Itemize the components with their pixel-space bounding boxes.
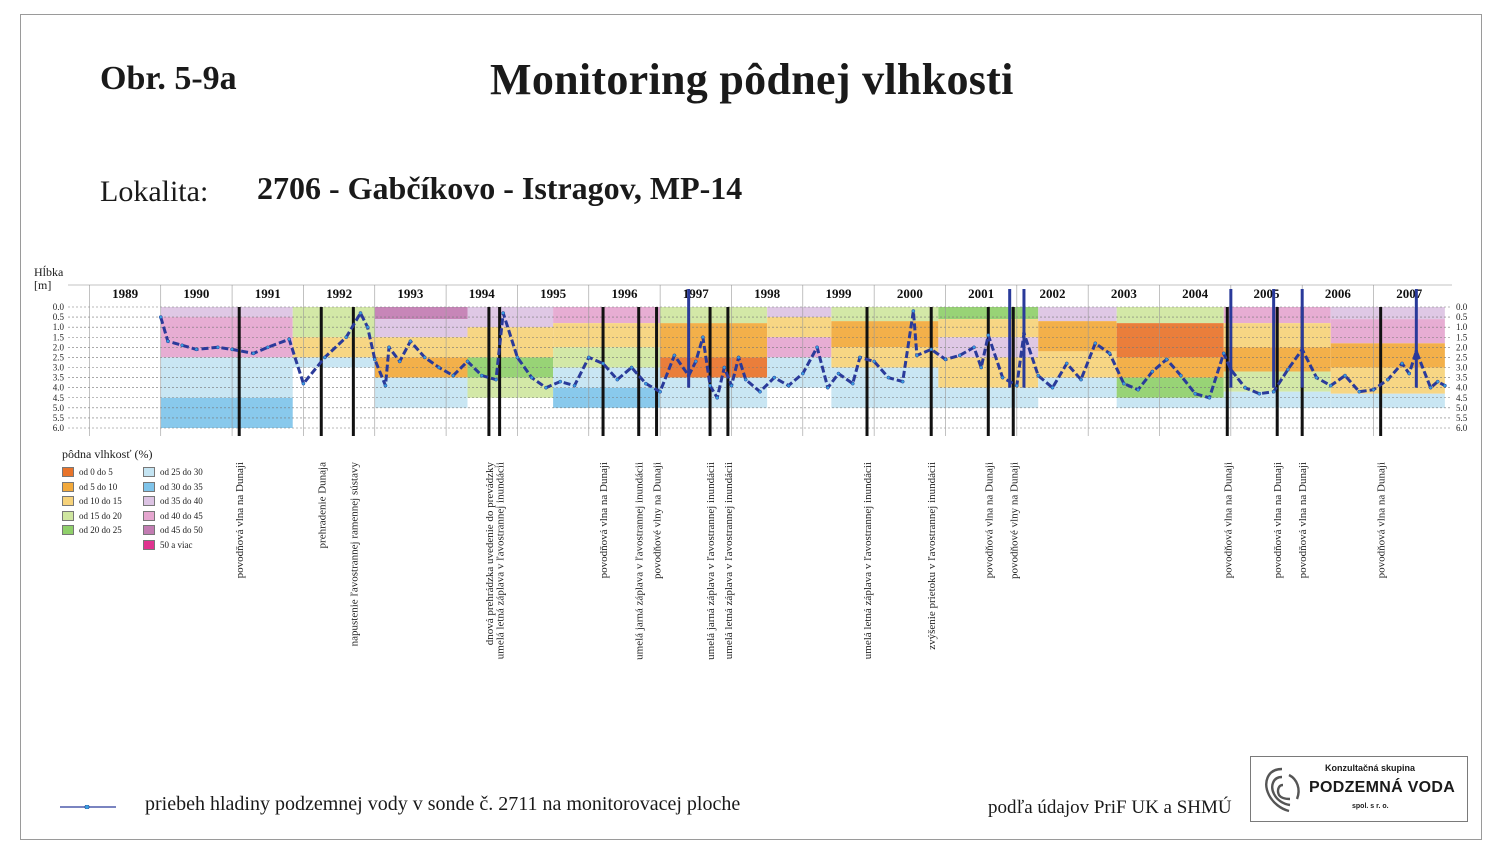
depth-tick-label-right: 1.0: [1456, 322, 1468, 333]
moisture-band: [1331, 343, 1445, 367]
groundwater-point: [887, 376, 890, 379]
legend-label: od 40 do 45: [160, 510, 203, 521]
year-label: 1997: [682, 286, 709, 301]
depth-tick-label-right: 1.5: [1456, 332, 1468, 343]
depth-tick-label-right: 0.5: [1456, 312, 1468, 323]
groundwater-point: [912, 309, 915, 312]
legend-swatch: [143, 511, 155, 521]
groundwater-point: [288, 338, 291, 341]
year-label: 1990: [183, 286, 210, 301]
legend-item: [62, 525, 122, 535]
depth-tick-label-right: 2.5: [1456, 352, 1468, 363]
groundwater-point: [166, 340, 169, 343]
groundwater-point: [544, 386, 547, 389]
groundwater-point: [480, 374, 483, 377]
groundwater-point: [958, 354, 961, 357]
groundwater-point: [1315, 376, 1318, 379]
groundwater-point: [373, 358, 376, 361]
groundwater-point: [1094, 342, 1097, 345]
depth-tick-label-left: 0.0: [52, 302, 64, 312]
year-label: 1993: [397, 286, 424, 301]
groundwater-point: [972, 346, 975, 349]
groundwater-point: [1386, 378, 1389, 381]
groundwater-point: [801, 372, 804, 375]
groundwater-point: [452, 374, 455, 377]
moisture-band: [161, 307, 293, 317]
moisture-band: [1331, 394, 1445, 408]
depth-tick-label-left: 5.0: [52, 402, 64, 413]
event-label: dnová prehrádzka uvedenie do prevádzky: [483, 462, 496, 646]
groundwater-point: [1400, 362, 1403, 365]
legend-swatch: [62, 525, 74, 535]
groundwater-point: [644, 382, 647, 385]
groundwater-point: [1015, 384, 1018, 387]
legend-label: od 45 do 50: [160, 525, 203, 535]
event-label: povodňová vlna na Dunaji: [1375, 462, 1388, 579]
groundwater-point: [659, 390, 662, 393]
year-label: 1994: [468, 286, 495, 301]
groundwater-point: [437, 366, 440, 369]
depth-tick-label-left: 3.0: [52, 362, 64, 373]
groundwater-point: [1122, 382, 1125, 385]
groundwater-point: [323, 356, 326, 359]
groundwater-point: [530, 376, 533, 379]
event-label: napustenie ľavostrannej ramennej sústavy: [348, 462, 361, 647]
groundwater-point: [1272, 390, 1275, 393]
company-logo: [1250, 756, 1468, 822]
groundwater-point: [1329, 384, 1332, 387]
groundwater-point: [1051, 386, 1054, 389]
groundwater-point: [723, 366, 726, 369]
event-label: povodňová vlna na Dunaji: [234, 462, 247, 579]
logo-subtitle: Konzultačná skupina: [1325, 763, 1416, 773]
groundwater-point: [1244, 386, 1247, 389]
depth-tick-label-left: 3.5: [52, 372, 64, 383]
event-label: povodňová vlna na Dunaji: [983, 462, 996, 579]
groundwater-point: [359, 311, 362, 314]
event-label: umelá jarná záplava v ľavostrannej inundácii: [633, 462, 646, 660]
year-label: 2000: [896, 286, 923, 301]
groundwater-point: [252, 352, 255, 355]
groundwater-point: [1372, 388, 1375, 391]
legend-item: [62, 496, 122, 506]
depth-tick-label-right: 3.0: [1456, 362, 1468, 373]
groundwater-point: [1429, 386, 1432, 389]
groundwater-point: [1286, 368, 1289, 371]
moisture-band: [161, 398, 293, 428]
logo-company-name: PODZEMNÁ VODA: [1309, 779, 1456, 796]
groundwater-point: [944, 358, 947, 361]
groundwater-point: [758, 390, 761, 393]
groundwater-point: [398, 360, 401, 363]
moisture-band: [553, 323, 660, 347]
groundwater-point: [1258, 392, 1261, 395]
groundwater-point: [673, 354, 676, 357]
groundwater-point: [630, 366, 633, 369]
groundwater-point: [1108, 352, 1111, 355]
year-label: 2003: [1110, 286, 1137, 301]
groundwater-point: [366, 326, 369, 329]
moisture-band: [767, 307, 831, 317]
legend-item: [143, 511, 203, 521]
groundwater-point: [1079, 378, 1082, 381]
groundwater-point: [930, 348, 933, 351]
depth-tick-label-right: 4.5: [1456, 392, 1468, 403]
groundwater-point: [216, 346, 219, 349]
moisture-band: [660, 307, 767, 323]
groundwater-point: [195, 348, 198, 351]
event-label: povodňová vlna na Dunaji: [598, 462, 611, 579]
year-label: 1992: [326, 286, 353, 301]
depth-tick-label-right: 3.5: [1456, 372, 1468, 383]
event-label: prehradenie Dunaja: [316, 462, 329, 549]
legend-swatch: [62, 482, 74, 492]
year-label: 2004: [1182, 286, 1209, 301]
event-label: povodňové vlny na Dunaji: [1008, 462, 1021, 580]
legend-label: od 20 do 25: [79, 525, 122, 535]
groundwater-point: [573, 384, 576, 387]
groundwater-point: [1194, 392, 1197, 395]
legend-swatch: [143, 496, 155, 506]
moisture-band: [1117, 398, 1224, 408]
depth-tick-label-left: 2.0: [52, 342, 64, 353]
moisture-band: [293, 357, 375, 367]
groundwater-point: [1037, 374, 1040, 377]
groundwater-point: [980, 366, 983, 369]
moisture-band: [375, 319, 468, 337]
groundwater-point: [1137, 388, 1140, 391]
page-title: Monitoring pôdnej vlhkosti: [490, 55, 1014, 104]
groundwater-point: [409, 340, 412, 343]
moisture-band: [375, 378, 468, 408]
event-label: povodňová vlna na Dunaji: [1297, 462, 1310, 579]
groundwater-point: [826, 386, 829, 389]
groundwater-point: [466, 360, 469, 363]
event-label: umelá jarná záplava v ľavostrannej inundácii: [705, 462, 718, 660]
legend-label: od 5 do 10: [79, 481, 118, 492]
depth-tick-label-right: 2.0: [1456, 342, 1468, 353]
data-source-note: podľa údajov PriF UK a SHMÚ: [988, 797, 1232, 818]
groundwater-point: [1179, 374, 1182, 377]
legend-item: [143, 540, 192, 550]
moisture-band: [1038, 321, 1116, 351]
depth-tick-label-left: 6.0: [52, 423, 64, 433]
groundwater-point: [837, 372, 840, 375]
legend-swatch: [62, 496, 74, 506]
location-label: Lokalita:: [100, 175, 209, 208]
depth-tick-label-left: 1.0: [52, 322, 64, 333]
groundwater-point: [601, 362, 604, 365]
groundwater-point: [858, 356, 861, 359]
groundwater-point: [494, 378, 497, 381]
legend-item: [62, 482, 117, 492]
groundwater-point: [815, 346, 818, 349]
depth-tick-label-left: 4.5: [52, 392, 64, 403]
groundwater-point: [587, 356, 590, 359]
event-label: povodňová vlna na Dunaji: [1272, 462, 1285, 579]
year-label: 2007: [1396, 286, 1423, 301]
legend-swatch: [143, 482, 155, 492]
event-label: umelá letná záplava v ľavostrannej inundácii: [494, 462, 507, 660]
groundwater-point: [901, 380, 904, 383]
groundwater-point: [266, 346, 269, 349]
legend-swatch: [143, 467, 155, 477]
moisture-band: [831, 321, 938, 347]
depth-tick-label-left: 5.5: [52, 412, 64, 423]
depth-tick-label-right: 4.0: [1456, 382, 1468, 393]
groundwater-point: [987, 334, 990, 337]
year-label: 2001: [968, 286, 995, 301]
legend-item: [143, 467, 203, 477]
legend-swatch: [62, 511, 74, 521]
depth-tick-label-right: 5.0: [1456, 402, 1468, 413]
legend-label: od 15 do 20: [79, 510, 122, 521]
groundwater-point: [716, 396, 719, 399]
year-label: 1996: [611, 286, 638, 301]
groundwater-point: [384, 384, 387, 387]
groundwater-point: [787, 384, 790, 387]
groundwater-point: [345, 336, 348, 339]
year-label: 1989: [112, 286, 139, 301]
event-label: umelá letná záplava v ľavostrannej inundácii: [862, 462, 875, 660]
groundwater-point: [616, 378, 619, 381]
moisture-band: [293, 307, 375, 337]
groundwater-point: [701, 336, 704, 339]
moisture-band: [1038, 307, 1116, 321]
legend-item: [143, 525, 203, 535]
moisture-band: [1331, 307, 1445, 319]
legend-swatch: [62, 467, 74, 477]
groundwater-point: [559, 380, 562, 383]
groundwater-point: [1408, 372, 1411, 375]
groundwater-point: [730, 384, 733, 387]
groundwater-point: [708, 384, 711, 387]
moisture-band: [1117, 307, 1224, 323]
legend-label: od 30 do 35: [160, 481, 203, 492]
legend-label: od 10 do 15: [79, 496, 122, 506]
legend-item: [62, 511, 122, 521]
figure-number: Obr. 5-9a: [100, 60, 237, 97]
moisture-band: [831, 307, 938, 321]
waves-logo-icon: [1259, 765, 1305, 815]
year-label: 2005: [1253, 286, 1280, 301]
depth-axis-unit: [m]: [34, 278, 52, 292]
legend-swatch: [143, 525, 155, 535]
groundwater-point: [387, 346, 390, 349]
groundwater-line-legend-symbol: [60, 805, 116, 809]
legend-title: pôdna vlhkosť (%): [62, 447, 153, 461]
legend-label: 50 a viac: [160, 539, 193, 550]
groundwater-point: [773, 376, 776, 379]
groundwater-point: [1222, 352, 1225, 355]
event-label: povodňová vlna na Dunaji: [1222, 462, 1235, 579]
logo-company-form: spol. s r. o.: [1352, 803, 1389, 810]
groundwater-point: [744, 378, 747, 381]
depth-tick-label-left: 4.0: [52, 382, 64, 393]
groundwater-point: [915, 354, 918, 357]
legend-label: od 25 do 30: [160, 467, 203, 477]
groundwater-point: [694, 360, 697, 363]
moisture-band: [1117, 323, 1224, 357]
depth-tick-label-left: 0.5: [52, 312, 64, 323]
depth-tick-label-right: 5.5: [1456, 412, 1468, 423]
groundwater-point: [502, 311, 505, 314]
moisture-band: [1331, 319, 1445, 343]
moisture-band: [660, 323, 767, 357]
moisture-band: [660, 378, 767, 408]
depth-tick-label-right: 6.0: [1456, 423, 1468, 433]
groundwater-point: [1165, 358, 1168, 361]
groundwater-point: [851, 382, 854, 385]
year-label: 1995: [540, 286, 567, 301]
groundwater-point: [230, 348, 233, 351]
legend-label: od 0 do 5: [79, 467, 113, 477]
event-label: umelá letná záplava v ľavostrannej inundácii: [722, 462, 735, 660]
groundwater-point: [516, 356, 519, 359]
depth-axis-label: Hĺbka: [34, 265, 64, 279]
year-label: 1991: [254, 286, 281, 301]
year-label: 1998: [754, 286, 781, 301]
groundwater-point: [159, 315, 162, 318]
groundwater-point: [1436, 380, 1439, 383]
groundwater-line-legend-label: priebeh hladiny podzemnej vody v sonde č. 2711 na monitorovacej ploche: [145, 793, 741, 815]
depth-tick-label-right: 0.0: [1456, 302, 1468, 312]
groundwater-point: [1001, 376, 1004, 379]
legend-item: [62, 467, 113, 477]
year-label: 2002: [1039, 286, 1066, 301]
location-name: 2706 - Gabčíkovo - Istragov, MP-14: [257, 170, 743, 206]
year-label: 2006: [1324, 286, 1351, 301]
groundwater-point: [302, 382, 305, 385]
groundwater-point: [873, 360, 876, 363]
groundwater-point: [1443, 384, 1446, 387]
event-label: zvýšenie prietoku v ľavostrannej inundácii: [926, 462, 939, 650]
groundwater-point: [737, 356, 740, 359]
depth-tick-label-left: 2.5: [52, 352, 64, 363]
legend-item: [143, 496, 203, 506]
depth-tick-label-left: 1.5: [52, 332, 64, 343]
legend-swatch: [143, 540, 155, 550]
groundwater-point: [1208, 396, 1211, 399]
year-label: 1999: [825, 286, 852, 301]
groundwater-point: [1151, 370, 1154, 373]
legend-label: od 35 do 40: [160, 496, 203, 506]
event-label: povodňové vlny na Dunaji: [651, 462, 664, 580]
groundwater-point: [423, 356, 426, 359]
groundwater-point: [1065, 362, 1068, 365]
moisture-band: [553, 307, 660, 323]
legend-item: [143, 482, 203, 492]
groundwater-point: [1358, 390, 1361, 393]
groundwater-point: [181, 344, 184, 347]
groundwater-point: [1343, 374, 1346, 377]
